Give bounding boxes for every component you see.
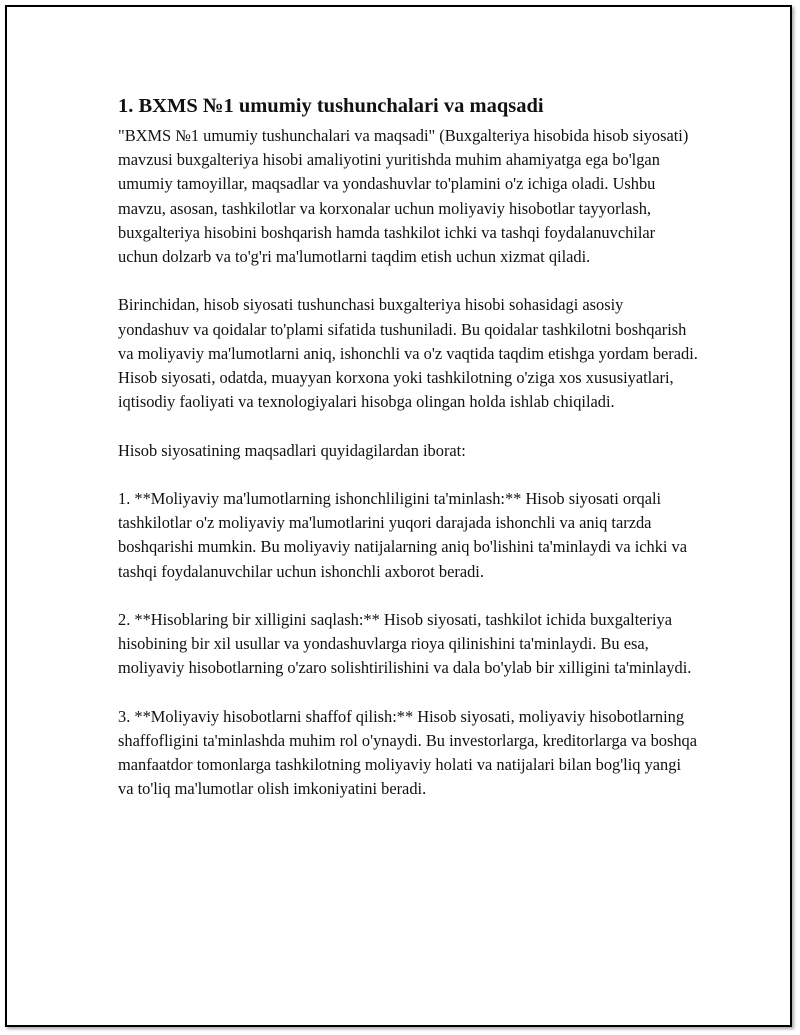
paragraph-intro: "BXMS №1 umumiy tushunchalari va maqsadi" (Buxgalteriya hisobida hisob siyosati) mavzusi buxgalteriya hisobi amaliyotini yuritishda muhim ahamiyatga ega bo'lgan umumiy tamoyillar, maqsadlar va yondashuvlar to'plamini o'z ichiga oladi. Ushbu mavzu, asosan, tashkilotlar va korxonalar uchun moliyaviy hisobotlar tayyorlash, buxgalteriya hisobini boshqarish hamda tashkilot ichki va tashqi foydalanuvchilar uchun dolzarb va to'g'ri ma'lumotlarni taqdim etish uchun xizmat qiladi. (118, 126, 689, 267)
list-item-goal-3: 3. **Moliyaviy hisobotlarni shaffof qilish:** Hisob siyosati, moliyaviy hisobotlarning shaffofligini ta'minlashda muhim rol o'ynaydi. Bu investorlarga, kreditorlarga va boshqa manfaatdor tomonlarga tashkilotning moliyaviy holati va natijalari bilan bog'liq yangi va to'liq ma'lumotlar olish imkoniyatini beradi. (118, 706, 698, 799)
list-item-goal-1: 1. **Moliyaviy ma'lumotlarning ishonchliligini ta'minlash:** Hisob siyosati orqali tashkilotlar o'z moliyaviy ma'lumotlarini yuqori darajada ishonchli va aniq tarzda boshqarishi mumkin. Bu moliyaviy natijalarning aniq bo'lishini ta'minlaydi va ichki va tashqi foydalanuvchilar uchun ishonchli axborot beradi. (118, 489, 688, 581)
paragraph-definition: Birinchidan, hisob siyosati tushunchasi buxgalteriya hisobi sohasidagi asosiy yondashuv va qoidalar to'plami sifatida tushuniladi. Bu qoidalar tashkilotni boshqarish va moliyaviy ma'lumotlarni aniq, ishonchli va o'z vaqtida taqdim etishga yordam beradi. Hisob siyosati, odatda, muayyan korxona yoki tashkilotning o'ziga xos xususiyatlari, iqtisodiy faoliyati va texnologiyalari hisobga olingan holda ishlab chiqiladi. (118, 295, 698, 412)
list-item-goal-2: 2. **Hisoblaring bir xilligini saqlash:** Hisob siyosati, tashkilot ichida buxgalteriya hisobining bir xil usullar va yondashuvlarga rioya qilinishini ta'minlaydi. Bu esa, moliyaviy hisobotlarning o'zaro solishtirilishini va dala bo'ylab bir xilligini ta'minlaydi. (118, 610, 692, 678)
paragraph-goals-lead: Hisob siyosatining maqsadlari quyidagilardan iborat: (118, 440, 466, 460)
section-heading: 1. BXMS №1 umumiy tushunchalari va maqsadi (118, 95, 544, 117)
document-body (118, 92, 698, 826)
